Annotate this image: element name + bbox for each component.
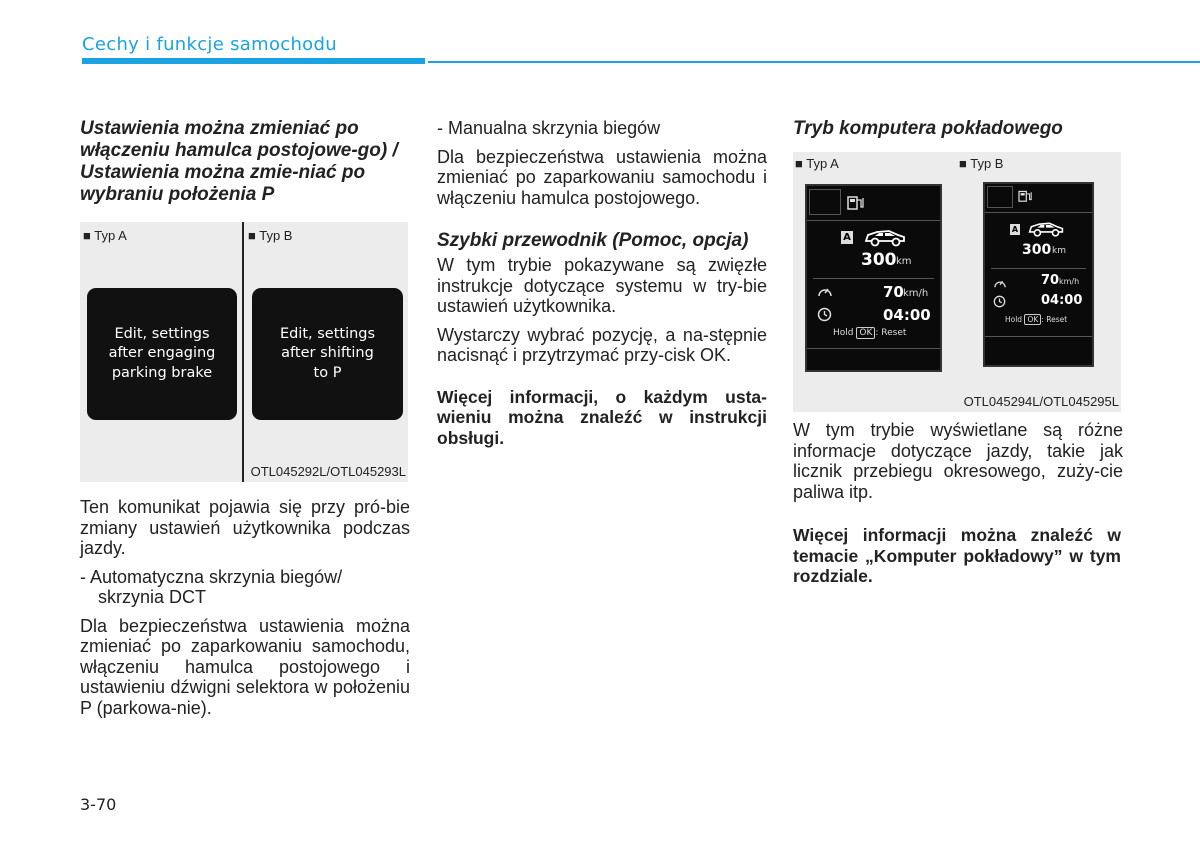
fuel-pump-icon (847, 194, 865, 215)
display-divider (807, 348, 940, 349)
elapsed-time-value: 04:00 (1041, 293, 1083, 308)
paragraph-more-info-settings: Więcej informacji, o każdym usta-wieniu można znaleźć w instrukcji obsługi. (437, 386, 767, 448)
fuel-pump-icon (1018, 189, 1033, 207)
display-divider (985, 336, 1092, 337)
section-heading-trip-computer: Tryb komputera pokładowego (793, 118, 1063, 139)
reset-label: : Reset (1041, 315, 1068, 324)
paragraph-press-ok: Wystarczy wybrać pozycję, a na-stępnie nacisnąć i przytrzymać przy-cisk OK. (437, 324, 767, 365)
avg-speed-unit: km/h (903, 288, 929, 299)
speedometer-icon (817, 284, 833, 303)
hold-ok-reset-hint (833, 327, 906, 339)
column-2 (437, 118, 767, 448)
ok-button-icon: OK (1024, 314, 1041, 325)
list-item-automatic: - Automatyczna skrzynia biegów/ skrzynia DCT (80, 566, 343, 607)
figure-label-type-a: ■ Typ A (795, 156, 839, 171)
trip-distance-unit: km (1052, 246, 1066, 256)
column-1 (80, 118, 410, 718)
header-rule (428, 61, 1200, 63)
figure-divider (242, 222, 244, 482)
figure-caption: OTL045294L/OTL045295L (963, 394, 1119, 409)
avg-speed-value: 70 (883, 283, 904, 301)
display-icon-box (987, 186, 1013, 208)
clock-icon (993, 295, 1006, 313)
speedometer-icon (993, 276, 1007, 294)
car-icon (1027, 219, 1065, 243)
trip-distance-unit: km (896, 256, 912, 267)
paragraph-manual-info: Dla bezpieczeństwa ustawienia można zmieniać po zaparkowaniu samochodu i włączeniu hamulca postojowego. (437, 146, 767, 208)
section-title: Cechy i funkcje samochodu (82, 34, 337, 55)
trip-a-badge: A (1011, 225, 1019, 234)
figure-trip-computer (793, 152, 1121, 412)
display-icon-box (809, 189, 841, 215)
section-heading-settings: Ustawienia można zmieniać po włączeniu hamulca postojowe-go) / Ustawienia można zmie-niać po wybraniu położenia P (80, 118, 398, 205)
paragraph-message-info: Ten komunikat pojawia się przy pró-bie zmiany ustawień użytkownika podczas jazdy. (80, 497, 410, 558)
paragraph-trip-computer: W tym trybie wyświetlane są różne informacje dotyczące jazdy, takie jak licznik przebiegu okresowego, zuży-cie paliwa itp. (793, 420, 1123, 502)
trip-a-badge: A (841, 231, 853, 244)
trip-distance-value: 300 (861, 250, 897, 270)
elapsed-time-value: 04:00 (883, 306, 931, 324)
cluster-display-type-a (805, 184, 942, 372)
list-item-manual: - Manualna skrzynia biegów (437, 118, 661, 138)
figure-label-type-a: ■ Typ A (83, 228, 127, 243)
display-divider (991, 268, 1086, 269)
reset-label: : Reset (875, 328, 907, 338)
message-panel-type-a: Edit, settings after engaging parking brake (87, 288, 237, 420)
page-number: 3-70 (80, 795, 117, 814)
avg-speed-unit: km/h (1059, 277, 1080, 286)
section-heading-quick-guide: Szybki przewodnik (Pomoc, opcja) (437, 230, 749, 251)
paragraph-quick-guide: W tym trybie pokazywane są zwięzłe instrukcje dotyczące systemu w try-bie ustawień użytkownika. (437, 255, 767, 316)
message-panel-type-b: Edit, settings after shifting to P (252, 288, 403, 420)
display-divider (807, 220, 940, 221)
figure-label-type-b: ■ Typ B (959, 156, 1004, 171)
hold-label: Hold (1005, 315, 1023, 324)
avg-speed-value: 70 (1041, 273, 1060, 288)
paragraph-more-info-trip-computer: Więcej informacji można znaleźć w temacie „Komputer pokładowy” w tym rozdziale. (793, 525, 1121, 586)
figure-caption: OTL045292L/OTL045293L (250, 464, 406, 479)
paragraph-automatic-info: Dla bezpieczeństwa ustawienia można zmieniać po zaparkowaniu samochodu, włączeniu hamulca postojowego i ustawieniu dźwigni selektora w położeniu P (parkowa-nie). (80, 615, 410, 718)
column-3 (793, 118, 1123, 587)
cluster-display-type-b (983, 182, 1094, 367)
figure-settings-messages (80, 222, 408, 482)
ok-button-icon: OK (856, 327, 875, 339)
hold-label: Hold (833, 328, 854, 338)
clock-icon (817, 307, 832, 327)
car-icon (863, 226, 907, 253)
figure-label-type-b: ■ Typ B (248, 228, 293, 243)
header-accent-bar (82, 58, 425, 64)
display-divider (813, 278, 934, 279)
trip-distance-value: 300 (1022, 242, 1052, 258)
hold-ok-reset-hint (1005, 314, 1067, 325)
display-divider (985, 212, 1092, 213)
